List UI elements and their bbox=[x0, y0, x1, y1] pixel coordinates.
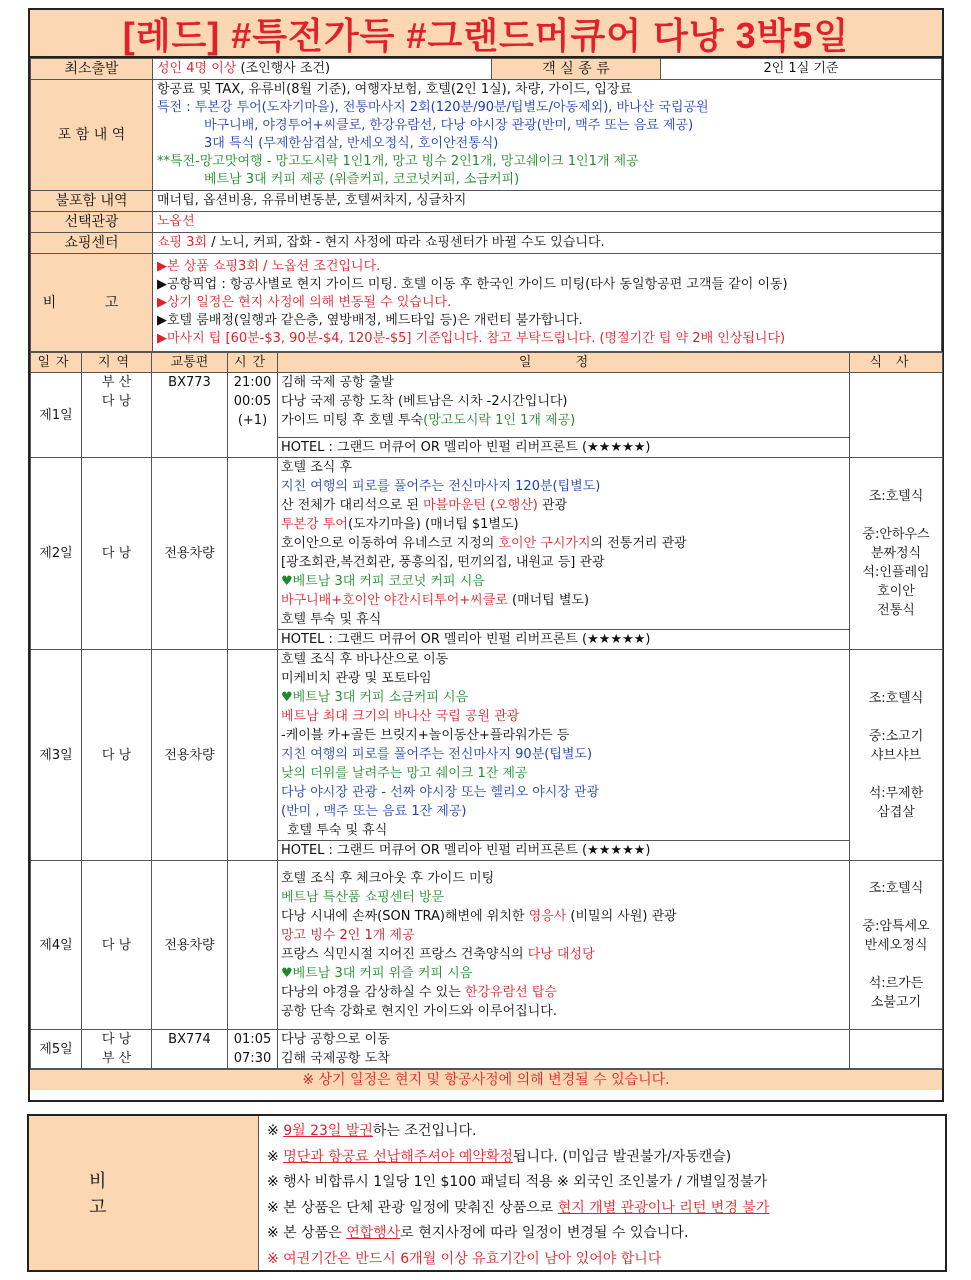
col-day: 일자 bbox=[31, 353, 82, 373]
bottom-remarks-body: ※ 9월 23일 발권하는 조건입니다. ※ 명단과 항공료 선납해주셔야 예약확정됩니다. (미입금 발권불가/자동캔슬) ※ 행사 비합류시 1일당 1인 $100 패널티 적용 ※ 외국인 조인불가 / 개별일정불가 ※ 본 상품은 단체 관광 일정에 맞춰진 상품으로 현지 개별 관광이나 리턴 변경 불가 ※ 본 상품은 연합행사로 현지사정에 따라 일정이 변경될 수 있습니다. ※ 여권기간은 반드시 6개월 이상 유효기간이 남아 있어야 합니다 bbox=[259, 1116, 945, 1270]
time bbox=[228, 861, 278, 1030]
meal: 조:호텔식 중:암특세오 반세오정식 석:르가든 소불고기 bbox=[850, 861, 943, 1030]
remarks-value: ▶본 상품 쇼핑3회 / 노옵션 조건입니다. ▶공항픽업 : 항공사별로 현지 가이드 미팅. 호텔 이동 후 한국인 가이드 미팅(타사 동일항공편 고객들 같이 이동) ▶상기 일정은 현지 사정에 의해 변동될 수 있습니다. ▶호텔 룸배정(일행과 같은층, 옆방배정, 베드타입 등)은 개런티 불가합니다. ▶마사지 팁 [60분-$3, 90분-$4, 120분-$5] 기준입니다. 참고 부탁드립니다. (명절기간 팁 약 2배 인상됩니다) bbox=[153, 254, 942, 352]
transport: 전용차량 bbox=[152, 650, 228, 861]
day-label: 제2일 bbox=[31, 458, 82, 650]
page-title: [레드] #특전가득 #그랜드머큐어 다낭 3박5일 bbox=[30, 10, 942, 58]
hotel-line: HOTEL : 그랜드 머큐어 OR 멜리아 빈펄 리버프론트 (★★★★★) bbox=[278, 630, 850, 650]
time bbox=[228, 458, 278, 650]
excludes-label: 불포함 내역 bbox=[31, 191, 153, 212]
col-transport: 교통편 bbox=[152, 353, 228, 373]
day-row bbox=[31, 373, 943, 438]
hotel-line: HOTEL : 그랜드 머큐어 OR 멜리아 빈펄 리버프론트 (★★★★★) bbox=[278, 438, 850, 458]
transport: 전용차량 bbox=[152, 861, 228, 1030]
day-plan: 호텔 조식 후 지친 여행의 피로를 풀어주는 전신마사지 120분(팁별도) 산 전체가 대리석으로 된 마블마운틴 (오행산) 관광 투본강 투어(도자기마을) (매너팁 $1별도) 호이안으로 이동하여 유네스코 지정의 호이안 구시가지의 전통거리 관광 [광조회관,복건회관, 풍흥의집, 떤끼의집, 내원교 등] 관광 ♥베트남 3대 커피 코코넛 커피 시음 바구니배+호이안 야간시티투어+씨클로 (매너팁 별도) 호텔 투숙 및 휴식 bbox=[278, 458, 850, 630]
includes-label: 포 함 내 역 bbox=[31, 80, 153, 191]
remarks-label: 비 고 bbox=[31, 254, 153, 352]
col-time: 시간 bbox=[228, 353, 278, 373]
time: 21:00 00:05 (+1) bbox=[228, 373, 278, 458]
min-departure-label: 최소출발 bbox=[31, 59, 153, 80]
day-row bbox=[31, 1030, 943, 1069]
optional-tour-label: 선택관광 bbox=[31, 212, 153, 233]
min-departure-value: 성인 4명 이상 (조인행사 조건) bbox=[153, 59, 492, 80]
package-info-table bbox=[30, 58, 942, 352]
day-plan: 호텔 조식 후 바나산으로 이동 미케비치 관광 및 포토타임 ♥베트남 3대 커피 소금커피 시음 베트남 최대 크기의 바나산 국립 공원 관광 -케이블 카+골든 브릿지+놀이동산+플라워가든 등 지친 여행의 피로를 풀어주는 전신마사지 90분(팁별도) 낮의 더위를 날려주는 망고 쉐이크 1잔 제공 다낭 야시장 관광 - 선짜 야시장 또는 헬리오 야시장 관광 (반미 , 맥주 또는 음료 1잔 제공) 호텔 투숙 및 휴식 bbox=[278, 650, 850, 841]
bottom-remarks-label: 비 고 bbox=[29, 1116, 259, 1270]
region: 다 낭 bbox=[82, 861, 152, 1030]
schedule-table bbox=[30, 352, 943, 1069]
day-row bbox=[31, 650, 943, 841]
region: 다 낭 bbox=[82, 650, 152, 861]
meal bbox=[850, 373, 943, 458]
day-label: 제4일 bbox=[31, 861, 82, 1030]
time: 01:05 07:30 bbox=[228, 1030, 278, 1069]
room-type-value: 2인 1실 기준 bbox=[661, 59, 942, 80]
day-plan: 김해 국제 공항 출발 다낭 국제 공항 도착 (베트남은 시차 -2시간입니다) 가이드 미팅 후 호텔 투숙(망고도시락 1인 1개 제공) bbox=[278, 373, 850, 438]
schedule-footer-note: ※ 상기 일정은 현지 및 항공사정에 의해 변경될 수 있습니다. bbox=[30, 1069, 942, 1090]
hotel-line: HOTEL : 그랜드 머큐어 OR 멜리아 빈펄 리버프론트 (★★★★★) bbox=[278, 841, 850, 861]
day-plan: 다낭 공항으로 이동 김해 국제공항 도착 bbox=[278, 1030, 850, 1069]
transport: 전용차량 bbox=[152, 458, 228, 650]
col-plan: 일 정 bbox=[278, 353, 850, 373]
flight: BX774 bbox=[152, 1030, 228, 1069]
shopping-label: 쇼핑센터 bbox=[31, 233, 153, 254]
day-row bbox=[31, 458, 943, 630]
day-label: 제5일 bbox=[31, 1030, 82, 1069]
day-plan: 호텔 조식 후 체크아웃 후 가이드 미팅 베트남 특산품 쇼핑센터 방문 다낭 시내에 손짜(SON TRA)해변에 위치한 영응사 (비밀의 사원) 관광 망고 빙수 2인 1개 제공 프랑스 식민시절 지어진 프랑스 건축양식의 다낭 대성당 ♥베트남 3대 커피 위즐 커피 시음 다낭의 야경을 감상하실 수 있는 한강유람선 탑승 공항 단속 강화로 현지인 가이드와 이루어집니다. bbox=[278, 861, 850, 1030]
meal: 조:호텔식 중:소고기 샤브샤브 석:무제한 삼겹살 bbox=[850, 650, 943, 861]
col-meal: 식사 bbox=[850, 353, 943, 373]
time bbox=[228, 650, 278, 861]
region: 다 낭 부 산 bbox=[82, 1030, 152, 1069]
shopping-value: 쇼핑 3회 / 노니, 커피, 잡화 - 현지 사정에 따라 쇼핑센터가 바뀔 수도 있습니다. bbox=[153, 233, 942, 254]
region: 부 산 다 낭 bbox=[82, 373, 152, 458]
meal: 조:호텔식 중:안하우스 분짜정식 석:인플레임 호이안 전통식 bbox=[850, 458, 943, 650]
excludes-value: 매너팁, 옵션비용, 유류비변동분, 호텔써차지, 싱글차지 bbox=[153, 191, 942, 212]
region: 다 낭 bbox=[82, 458, 152, 650]
room-type-label: 객 실 종 류 bbox=[492, 59, 661, 80]
meal bbox=[850, 1030, 943, 1069]
bottom-remarks bbox=[27, 1114, 947, 1272]
day-row bbox=[31, 861, 943, 1030]
flight: BX773 bbox=[152, 373, 228, 458]
day-label: 제1일 bbox=[31, 373, 82, 458]
optional-tour-value: 노옵션 bbox=[153, 212, 942, 233]
day-label: 제3일 bbox=[31, 650, 82, 861]
includes-value: 항공료 및 TAX, 유류비(8월 기준), 여행자보험, 호텔(2인 1실), 차량, 가이드, 입장료 특전 : 투본강 투어(도자기마을), 전통마사지 2회(120분/90분/팁별도/아동제외), 바나산 국립공원 바구니배, 야경투어+씨클로, 한강유람선, 다낭 야시장 관광(반미, 맥주 또는 음료 제공) 3대 특식 (무제한삼겹살, 반세오정식, 호이안전통식) **특전-망고맛여행 - 망고도시락 1인1개, 망고 빙수 2인1개, 망고쉐이크 1인1개 제공 베트남 3대 커피 제공 (위즐커피, 코코넛커피, 소금커피) bbox=[153, 80, 942, 191]
col-region: 지역 bbox=[82, 353, 152, 373]
itinerary-sheet bbox=[28, 8, 944, 1102]
